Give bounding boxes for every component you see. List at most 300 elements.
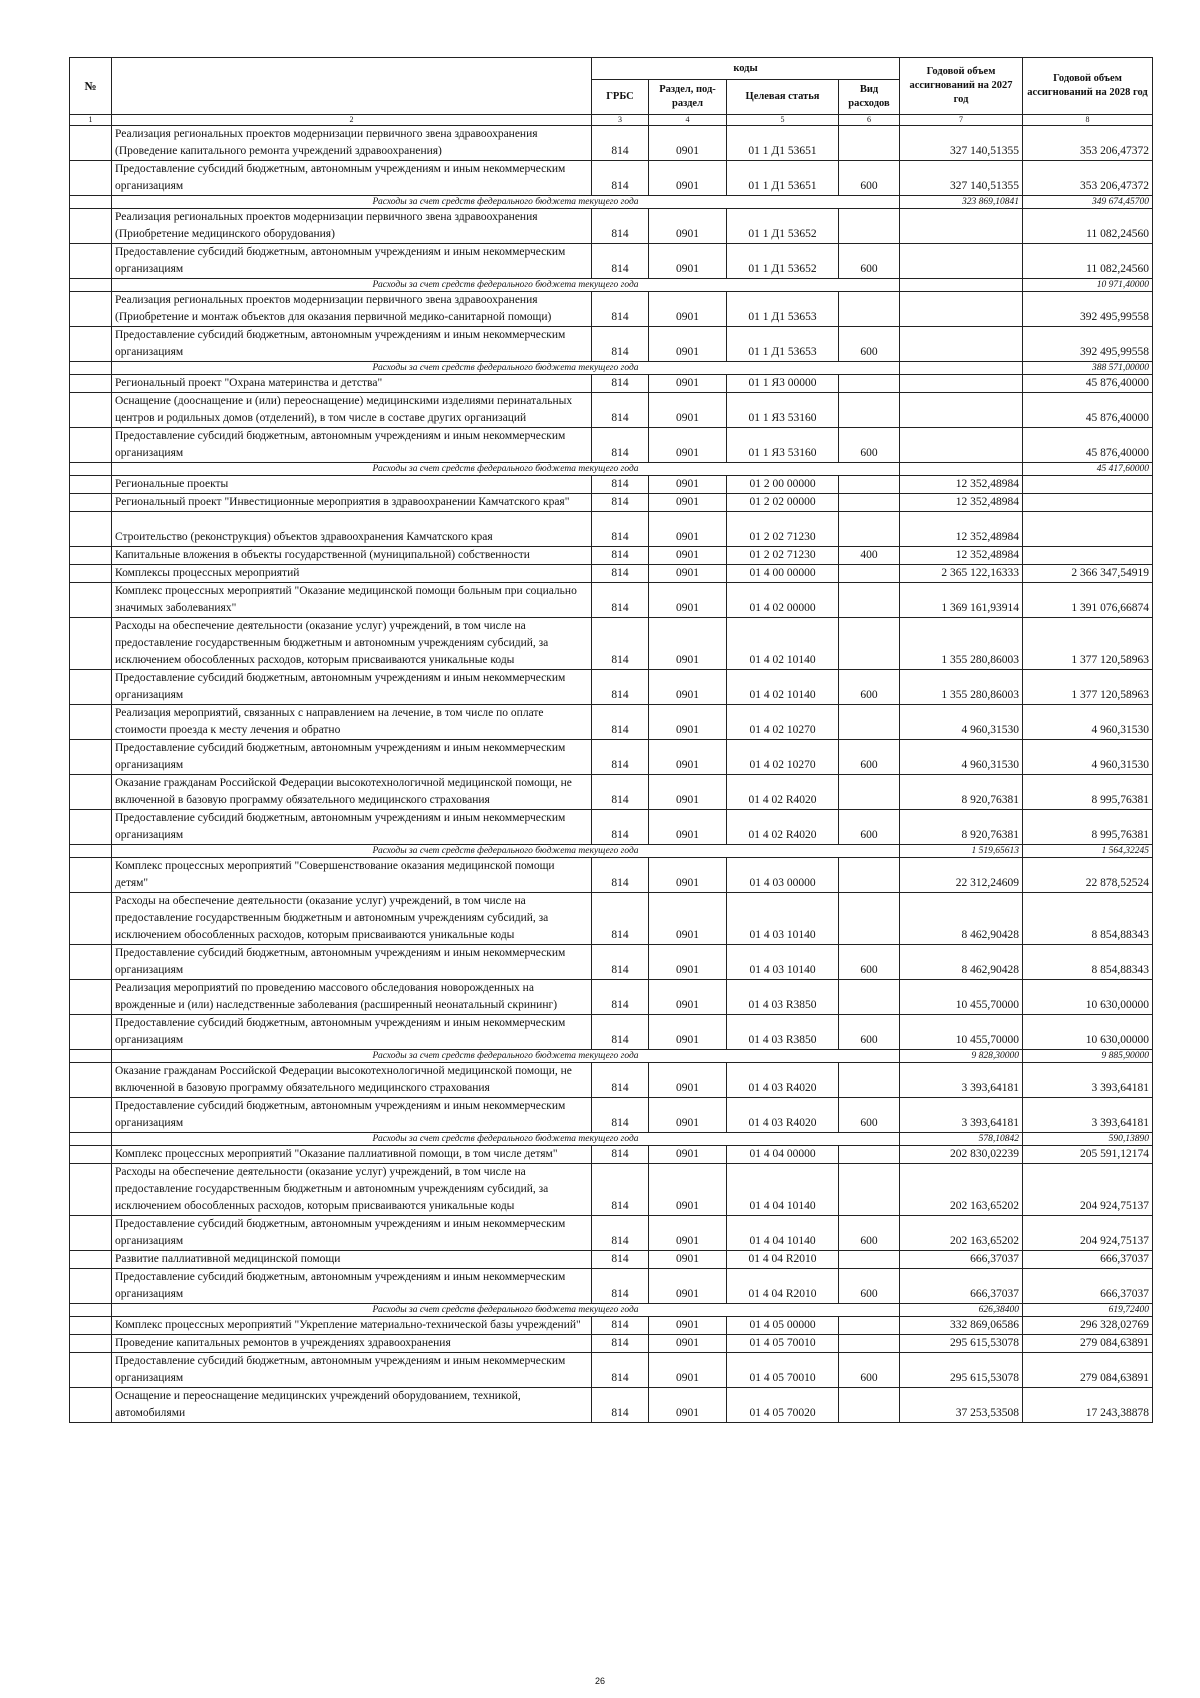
expense-type-code [839,375,900,393]
target-code: 01 4 05 70010 [727,1335,839,1353]
grbs-code: 814 [592,740,649,775]
expense-type-code [839,1164,900,1216]
section-code: 0901 [649,209,727,244]
expense-type-code [839,893,900,945]
amount-2028: 3 393,64181 [1023,1063,1153,1098]
header-name [112,58,592,115]
expense-name: Предоставление субсидий бюджетным, автономным учреждениям и иным некоммерческим организациям [112,1015,592,1050]
grbs-code: 814 [592,209,649,244]
grbs-code: 814 [592,1317,649,1335]
expense-type-code: 600 [839,1216,900,1251]
target-code: 01 4 04 R2010 [727,1251,839,1269]
grbs-code: 814 [592,1063,649,1098]
grbs-code: 814 [592,705,649,740]
table-row [70,583,1153,618]
grbs-code: 814 [592,1335,649,1353]
row-number [70,494,112,512]
table-row [70,428,1153,463]
row-number [70,810,112,845]
row-number [70,196,112,209]
target-code: 01 4 04 00000 [727,1146,839,1164]
target-code: 01 1 Д1 53651 [727,161,839,196]
expense-name: Предоставление субсидий бюджетным, автономным учреждениям и иным некоммерческим организациям [112,1353,592,1388]
row-number [70,1133,112,1146]
table-row [70,393,1153,428]
table-row [70,244,1153,279]
row-number [70,279,112,292]
grbs-code: 814 [592,1146,649,1164]
amount-2027: 3 393,64181 [900,1063,1023,1098]
amount-2027 [900,428,1023,463]
amount-2028 [1023,512,1153,547]
amount-2028: 11 082,24560 [1023,244,1153,279]
expense-name: Оснащение (дооснащение и (или) переоснащение) медицинскими изделиями перинатальных центров и родильных домов (отделений), в том числе в составе других организаций [112,393,592,428]
grbs-code: 814 [592,1164,649,1216]
row-number [70,463,112,476]
row-number [70,1251,112,1269]
amount-2027: 10 455,70000 [900,980,1023,1015]
amount-2028 [1023,547,1153,565]
section-code: 0901 [649,565,727,583]
row-number [70,583,112,618]
expense-name: Оказание гражданам Российской Федерации высокотехнологичной медицинской помощи, не включенной в базовую программу обязательного медицинского страхования [112,775,592,810]
table-row [70,547,1153,565]
amount-2027 [900,362,1023,375]
row-number [70,1050,112,1063]
table-row [70,1353,1153,1388]
grbs-code: 814 [592,161,649,196]
amount-2028: 10 971,40000 [1023,279,1153,292]
grbs-code: 814 [592,945,649,980]
expense-name: Реализация мероприятий, связанных с направлением на лечение, в том числе по оплате стоимости проезда к месту лечения и обратно [112,705,592,740]
row-number [70,1269,112,1304]
federal-funds-row [70,1133,1153,1146]
col-index: 7 [900,115,1023,126]
amount-2027: 4 960,31530 [900,705,1023,740]
section-code: 0901 [649,740,727,775]
expense-type-code [839,618,900,670]
row-number [70,1335,112,1353]
table-row [70,1063,1153,1098]
section-code: 0901 [649,583,727,618]
row-number [70,393,112,428]
amount-2027: 12 352,48984 [900,476,1023,494]
expense-name: Комплекс процессных мероприятий "Укрепление материально-технической базы учреждений" [112,1317,592,1335]
amount-2028: 10 630,00000 [1023,1015,1153,1050]
target-code: 01 4 02 10140 [727,618,839,670]
col-index: 5 [727,115,839,126]
row-number [70,775,112,810]
target-code: 01 1 Д1 53653 [727,292,839,327]
expense-type-code [839,565,900,583]
amount-2027: 4 960,31530 [900,740,1023,775]
federal-funds-row [70,362,1153,375]
table-row [70,1251,1153,1269]
row-number [70,1015,112,1050]
amount-2028: 4 960,31530 [1023,740,1153,775]
header-target: Целевая статья [727,80,839,115]
grbs-code: 814 [592,476,649,494]
table-row [70,327,1153,362]
amount-2027: 8 920,76381 [900,810,1023,845]
target-code: 01 4 02 10270 [727,740,839,775]
grbs-code: 814 [592,583,649,618]
table-row [70,1015,1153,1050]
amount-2027 [900,209,1023,244]
grbs-code: 814 [592,775,649,810]
grbs-code: 814 [592,893,649,945]
table-row [70,209,1153,244]
table-row [70,1098,1153,1133]
grbs-code: 814 [592,292,649,327]
row-number [70,1304,112,1317]
expense-type-code [839,858,900,893]
row-number [70,547,112,565]
amount-2028: 8 854,88343 [1023,945,1153,980]
amount-2028: 1 377 120,58963 [1023,670,1153,705]
amount-2028: 205 591,12174 [1023,1146,1153,1164]
expense-type-code: 600 [839,1098,900,1133]
amount-2027: 202 163,65202 [900,1216,1023,1251]
expense-type-code [839,980,900,1015]
row-number [70,670,112,705]
expense-name: Реализация региональных проектов модернизации первичного звена здравоохранения (Приобретение медицинского оборудования) [112,209,592,244]
expense-type-code [839,476,900,494]
amount-2027: 8 462,90428 [900,893,1023,945]
amount-2027 [900,393,1023,428]
section-code: 0901 [649,945,727,980]
target-code: 01 1 Я3 00000 [727,375,839,393]
table-row [70,1269,1153,1304]
table-row [70,161,1153,196]
col-index: 6 [839,115,900,126]
expense-type-code: 600 [839,740,900,775]
amount-2028: 279 084,63891 [1023,1335,1153,1353]
target-code: 01 4 04 R2010 [727,1269,839,1304]
col-index: 3 [592,115,649,126]
table-row [70,512,1153,547]
expense-type-code: 600 [839,670,900,705]
grbs-code: 814 [592,1251,649,1269]
expense-type-code [839,1335,900,1353]
header-codes: коды [592,58,900,80]
target-code: 01 4 04 10140 [727,1164,839,1216]
section-code: 0901 [649,1317,727,1335]
federal-funds-row [70,1304,1153,1317]
table-row [70,1216,1153,1251]
federal-funds-row [70,1050,1153,1063]
amount-2028: 17 243,38878 [1023,1388,1153,1423]
expense-type-code [839,1063,900,1098]
section-code: 0901 [649,670,727,705]
federal-funds-label: Расходы за счет средств федерального бюджета текущего года [112,279,900,292]
row-number [70,209,112,244]
expense-name: Предоставление субсидий бюджетным, автономным учреждениям и иным некоммерческим организациям [112,1269,592,1304]
amount-2027: 9 828,30000 [900,1050,1023,1063]
expense-name: Предоставление субсидий бюджетным, автономным учреждениям и иным некоммерческим организациям [112,670,592,705]
grbs-code: 814 [592,1388,649,1423]
amount-2027: 1 355 280,86003 [900,670,1023,705]
expense-name: Капитальные вложения в объекты государственной (муниципальной) собственности [112,547,592,565]
amount-2028: 353 206,47372 [1023,126,1153,161]
amount-2027 [900,279,1023,292]
table-row [70,494,1153,512]
grbs-code: 814 [592,393,649,428]
target-code: 01 2 02 71230 [727,512,839,547]
expense-type-code [839,775,900,810]
row-number [70,244,112,279]
federal-funds-label: Расходы за счет средств федерального бюджета текущего года [112,845,900,858]
table-row [70,1335,1153,1353]
amount-2027: 10 455,70000 [900,1015,1023,1050]
amount-2028: 10 630,00000 [1023,980,1153,1015]
expense-type-code: 600 [839,244,900,279]
section-code: 0901 [649,1015,727,1050]
row-number [70,705,112,740]
row-number [70,845,112,858]
expense-name: Оснащение и переоснащение медицинских учреждений оборудованием, техникой, автомобилями [112,1388,592,1423]
target-code: 01 4 05 70010 [727,1353,839,1388]
expense-name: Предоставление субсидий бюджетным, автономным учреждениям и иным некоммерческим организациям [112,161,592,196]
section-code: 0901 [649,1269,727,1304]
expense-type-code: 600 [839,428,900,463]
amount-2027 [900,244,1023,279]
section-code: 0901 [649,547,727,565]
grbs-code: 814 [592,428,649,463]
amount-2027: 578,10842 [900,1133,1023,1146]
target-code: 01 1 Я3 53160 [727,428,839,463]
section-code: 0901 [649,705,727,740]
amount-2027: 327 140,51355 [900,126,1023,161]
grbs-code: 814 [592,494,649,512]
expense-name: Предоставление субсидий бюджетным, автономным учреждениям и иным некоммерческим организациям [112,945,592,980]
table-row [70,740,1153,775]
row-number [70,362,112,375]
section-code: 0901 [649,292,727,327]
amount-2027: 202 163,65202 [900,1164,1023,1216]
expense-name: Развитие паллиативной медицинской помощи [112,1251,592,1269]
grbs-code: 814 [592,375,649,393]
expense-type-code: 600 [839,1353,900,1388]
expense-type-code: 600 [839,1015,900,1050]
target-code: 01 4 03 R4020 [727,1063,839,1098]
expense-name: Региональный проект "Охрана материнства и детства" [112,375,592,393]
federal-funds-label: Расходы за счет средств федерального бюджета текущего года [112,1133,900,1146]
expense-type-code [839,1317,900,1335]
amount-2028: 45 876,40000 [1023,393,1153,428]
amount-2027 [900,375,1023,393]
budget-table [69,57,1153,1423]
row-number [70,375,112,393]
section-code: 0901 [649,1164,727,1216]
target-code: 01 2 02 00000 [727,494,839,512]
table-row [70,375,1153,393]
amount-2028: 1 377 120,58963 [1023,618,1153,670]
amount-2027: 327 140,51355 [900,161,1023,196]
amount-2027: 8 920,76381 [900,775,1023,810]
table-row [70,1317,1153,1335]
expense-name: Реализация мероприятий по проведению массового обследования новорожденных на врожденные и (или) наследственные заболевания (расширенный неонатальный скрининг) [112,980,592,1015]
grbs-code: 814 [592,244,649,279]
target-code: 01 2 02 71230 [727,547,839,565]
expense-type-code [839,393,900,428]
grbs-code: 814 [592,1216,649,1251]
amount-2028: 45 417,60000 [1023,463,1153,476]
amount-2027: 1 355 280,86003 [900,618,1023,670]
section-code: 0901 [649,1335,727,1353]
page-number: 26 [594,1676,605,1686]
row-number [70,512,112,547]
target-code: 01 4 02 10270 [727,705,839,740]
amount-2028: 8 995,76381 [1023,775,1153,810]
section-code: 0901 [649,1146,727,1164]
expense-type-code: 600 [839,327,900,362]
amount-2028: 353 206,47372 [1023,161,1153,196]
table-row [70,1388,1153,1423]
section-code: 0901 [649,161,727,196]
expense-name: Комплекс процессных мероприятий "Оказание паллиативной помощи, в том числе детям" [112,1146,592,1164]
section-code: 0901 [649,494,727,512]
row-number [70,476,112,494]
table-header [70,58,1153,126]
federal-funds-row [70,845,1153,858]
expense-name: Предоставление субсидий бюджетным, автономным учреждениям и иным некоммерческим организациям [112,244,592,279]
amount-2027: 3 393,64181 [900,1098,1023,1133]
expense-type-code [839,583,900,618]
row-number [70,327,112,362]
table-row [70,618,1153,670]
expense-name: Региональный проект "Инвестиционные мероприятия в здравоохранении Камчатского края" [112,494,592,512]
expense-name: Предоставление субсидий бюджетным, автономным учреждениям и иным некоммерческим организациям [112,1216,592,1251]
target-code: 01 1 Д1 53652 [727,209,839,244]
row-number [70,1146,112,1164]
federal-funds-label: Расходы за счет средств федерального бюджета текущего года [112,196,900,209]
table-row [70,1164,1153,1216]
federal-funds-label: Расходы за счет средств федерального бюджета текущего года [112,1050,900,1063]
expense-type-code: 400 [839,547,900,565]
target-code: 01 4 03 R3850 [727,980,839,1015]
amount-2028: 204 924,75137 [1023,1216,1153,1251]
amount-2028: 666,37037 [1023,1269,1153,1304]
amount-2028: 11 082,24560 [1023,209,1153,244]
expense-name: Комплексы процессных мероприятий [112,565,592,583]
row-number [70,565,112,583]
grbs-code: 814 [592,1353,649,1388]
amount-2028 [1023,476,1153,494]
row-number [70,740,112,775]
grbs-code: 814 [592,618,649,670]
grbs-code: 814 [592,980,649,1015]
amount-2028: 590,13890 [1023,1133,1153,1146]
row-number [70,893,112,945]
expense-type-code: 600 [839,161,900,196]
grbs-code: 814 [592,1269,649,1304]
grbs-code: 814 [592,547,649,565]
amount-2027 [900,327,1023,362]
amount-2028: 388 571,00000 [1023,362,1153,375]
amount-2028: 392 495,99558 [1023,292,1153,327]
target-code: 01 4 00 00000 [727,565,839,583]
row-number [70,1164,112,1216]
expense-name: Предоставление субсидий бюджетным, автономным учреждениям и иным некоммерческим организациям [112,810,592,845]
row-number [70,618,112,670]
expense-name: Комплекс процессных мероприятий "Совершенствование оказания медицинской помощи детям" [112,858,592,893]
amount-2027: 22 312,24609 [900,858,1023,893]
federal-funds-label: Расходы за счет средств федерального бюджета текущего года [112,1304,900,1317]
col-index: 1 [70,115,112,126]
amount-2028: 392 495,99558 [1023,327,1153,362]
amount-2028: 296 328,02769 [1023,1317,1153,1335]
expense-type-code [839,1146,900,1164]
federal-funds-label: Расходы за счет средств федерального бюджета текущего года [112,362,900,375]
grbs-code: 814 [592,126,649,161]
section-code: 0901 [649,244,727,279]
federal-funds-row [70,196,1153,209]
grbs-code: 814 [592,858,649,893]
expense-type-code [839,1388,900,1423]
expense-name: Расходы на обеспечение деятельности (оказание услуг) учреждений, в том числе на предоставление государственным бюджетным и автономным учреждениям субсидий, за исключением обособленных расходов, которым присваиваются уникальные коды [112,618,592,670]
amount-2027: 12 352,48984 [900,494,1023,512]
amount-2028: 45 876,40000 [1023,428,1153,463]
amount-2028: 204 924,75137 [1023,1164,1153,1216]
col-index: 8 [1023,115,1153,126]
federal-funds-label: Расходы за счет средств федерального бюджета текущего года [112,463,900,476]
expense-name: Расходы на обеспечение деятельности (оказание услуг) учреждений, в том числе на предоставление государственным бюджетным и автономным учреждениям субсидий, за исключением обособленных расходов, которым присваиваются уникальные коды [112,893,592,945]
row-number [70,1353,112,1388]
target-code: 01 4 05 00000 [727,1317,839,1335]
amount-2027 [900,292,1023,327]
grbs-code: 814 [592,327,649,362]
budget-table-sheet [69,57,1152,1423]
federal-funds-row [70,279,1153,292]
section-code: 0901 [649,775,727,810]
amount-2028: 9 885,90000 [1023,1050,1153,1063]
expense-name: Проведение капитальных ремонтов в учреждениях здравоохранения [112,1335,592,1353]
header-2027: Годовой объем ассигнований на 2027 год [900,58,1023,115]
amount-2028: 666,37037 [1023,1251,1153,1269]
amount-2028: 45 876,40000 [1023,375,1153,393]
amount-2028 [1023,494,1153,512]
header-grbs: ГРБС [592,80,649,115]
expense-name: Региональные проекты [112,476,592,494]
col-index: 2 [112,115,592,126]
target-code: 01 4 03 00000 [727,858,839,893]
expense-name: Комплекс процессных мероприятий "Оказание медицинской помощи больным при социально значимых заболеваниях" [112,583,592,618]
amount-2027: 37 253,53508 [900,1388,1023,1423]
table-row [70,945,1153,980]
amount-2028: 3 393,64181 [1023,1098,1153,1133]
amount-2027: 2 365 122,16333 [900,565,1023,583]
amount-2028: 8 854,88343 [1023,893,1153,945]
amount-2028: 4 960,31530 [1023,705,1153,740]
header-2028: Годовой объем ассигнований на 2028 год [1023,58,1153,115]
amount-2028: 619,72400 [1023,1304,1153,1317]
target-code: 01 4 02 10140 [727,670,839,705]
target-code: 01 4 04 10140 [727,1216,839,1251]
expense-name: Строительство (реконструкция) объектов здравоохранения Камчатского края [112,512,592,547]
amount-2028: 349 674,45700 [1023,196,1153,209]
section-code: 0901 [649,428,727,463]
row-number [70,126,112,161]
row-number [70,1388,112,1423]
amount-2028: 22 878,52524 [1023,858,1153,893]
row-number [70,1216,112,1251]
table-row [70,126,1153,161]
amount-2027: 202 830,02239 [900,1146,1023,1164]
amount-2027: 295 615,53078 [900,1353,1023,1388]
row-number [70,858,112,893]
amount-2027: 1 519,65613 [900,845,1023,858]
